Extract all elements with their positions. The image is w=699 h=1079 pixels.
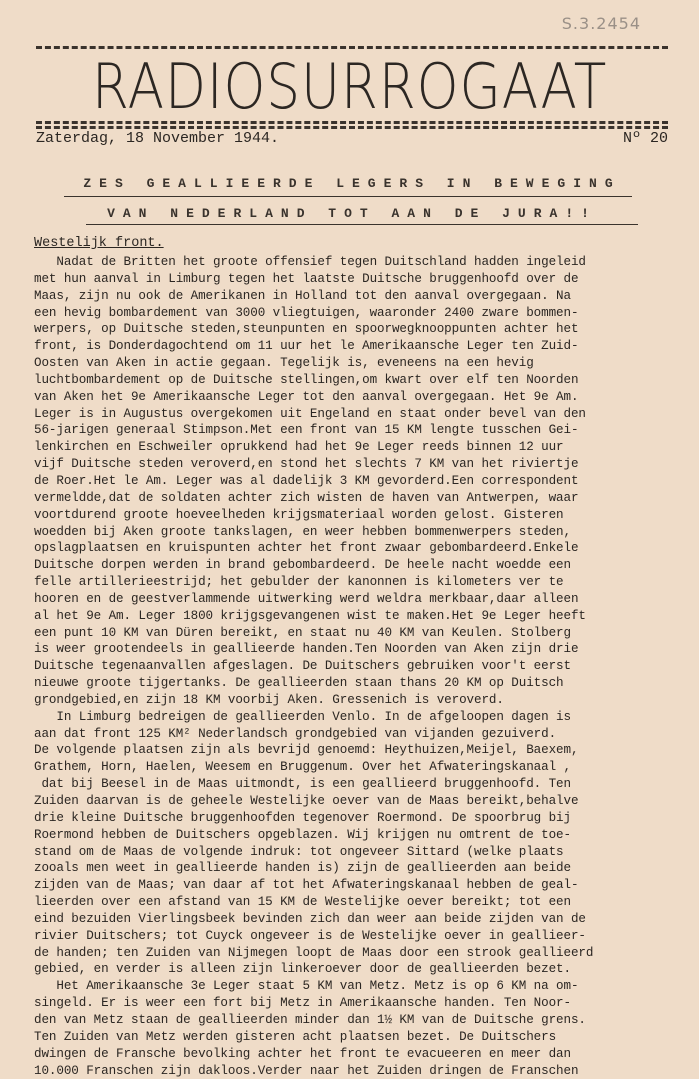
- article-line: een punt 10 KM van Düren bereikt, en staat nu 40 KM van Keulen. Stolberg: [34, 625, 668, 642]
- article-line: zijden van de Maas; van daar af tot het Afwateringskanaal hebben de geal-: [34, 877, 668, 894]
- issue-number: Nº 20: [623, 130, 668, 147]
- article-line: lieerden over een afstand van 15 KM de Westelijke oever bereikt; tot een: [34, 894, 668, 911]
- article-line: Oosten van Aken in actie gegaan. Tegelijk is, eveneens na een hevig: [34, 355, 668, 372]
- article-line: Duitsche dorpen werden in brand gebombardeerd. De heele nacht woedde een: [34, 557, 668, 574]
- article-line: hooren en de geestverlammende uitwerking werd weldra merkbaar,daar alleen: [34, 591, 668, 608]
- article-line: 10.000 Franschen zijn dakloos.Verder naar het Zuiden dringen de Franschen: [34, 1063, 668, 1079]
- article-line: gebied, en verder is alleen zijn linkeroever door de geallieerden bezet.: [34, 961, 668, 978]
- archive-stamp: S.3.2454: [562, 14, 641, 33]
- article-line: aan dat front 125 KM² Nederlandsch grondgebied van vijanden gezuiverd.: [34, 726, 668, 743]
- article-line: Het Amerikaansche 3e Leger staat 5 KM van Metz. Metz is op 6 KM na om-: [34, 978, 668, 995]
- article-line: De volgende plaatsen zijn als bevrijd genoemd: Heythuizen,Meijel, Baexem,: [34, 742, 668, 759]
- article-line: drie kleine Duitsche bruggenhoofden tegenover Roermond. De spoorbrug bij: [34, 810, 668, 827]
- headline-primary: ZES GEALLIEERDE LEGERS IN BEWEGING: [36, 176, 668, 191]
- headline-secondary: VAN NEDERLAND TOT AAN DE JURA!!: [36, 206, 668, 221]
- article-line: luchtbombardement op de Duitsche stellingen,om kwart over elf ten Noorden: [34, 372, 668, 389]
- article-line: singeld. Er is weer een fort bij Metz in Amerikaansche handen. Ten Noor-: [34, 995, 668, 1012]
- article-line: rivier Duitschers; tot Cuyck ongeveer is de Westelijke oever in geallieer-: [34, 928, 668, 945]
- article-line: de Roer.Het le Am. Leger was al dadelijk 3 KM gevorderd.Een correspondent: [34, 473, 668, 490]
- headline-underline: [64, 196, 632, 197]
- masthead-divider: [36, 121, 668, 124]
- article-line: felle artillerieestrijd; het gebulder der kanonnen is kilometers ver te: [34, 574, 668, 591]
- article-line: den van Metz staan de geallieerden minder dan 1½ KM van de Duitsche grens.: [34, 1012, 668, 1029]
- article-line: front, is Donderdagochtend om 11 uur het le Amerikaansche Leger ten Zuid-: [34, 338, 668, 355]
- headline-underline-2: [86, 224, 638, 225]
- article-line: grondgebied,en zijn 18 KM voorbij Aken. Gressenich is veroverd.: [34, 692, 668, 709]
- masthead-divider-2: [36, 126, 668, 129]
- article-line: nieuwe groote tijgertanks. De geallieerden staan thans 20 KM op Duitsch: [34, 675, 668, 692]
- article-line: met hun aanval in Limburg tegen het laatste Duitsche bruggenhoofd over de: [34, 271, 668, 288]
- article-line: dat bij Beesel in de Maas uitmondt, is een geallieerd bruggenhoofd. Ten: [34, 776, 668, 793]
- masthead-title: RADIOSURROGAAT: [49, 52, 650, 122]
- article-line: vijf Duitsche steden veroverd,en stond het slechts 7 KM van het riviertje: [34, 456, 668, 473]
- article-line: 56-jarigen generaal Stimpson.Met een front van 15 KM lengte tusschen Gei-: [34, 422, 668, 439]
- article-line: opslagplaatsen en kruispunten achter het front zwaar gebombardeerd.Enkele: [34, 540, 668, 557]
- article-line: In Limburg bedreigen de geallieerden Venlo. In de afgeloopen dagen is: [34, 709, 668, 726]
- article-line: een hevig bombardement van 3000 vliegtuigen, waaronder 2400 zware bommen-: [34, 305, 668, 322]
- article-line: Leger is in Augustus overgekomen uit Engeland en staat onder bevel van den: [34, 406, 668, 423]
- dateline: [36, 130, 668, 147]
- article-line: vermeldde,dat de soldaten achter zich wisten de haven van Antwerpen, waar: [34, 490, 668, 507]
- article-line: zooals men weet in geallieerde handen is) zijn de geallieerden aan beide: [34, 860, 668, 877]
- article-line: werpers, op Duitsche steden,steunpunten en spoorwegknooppunten achter het: [34, 321, 668, 338]
- article-line: Duitsche tegenaanvallen afgeslagen. De Duitschers gebruiken voor't eerst: [34, 658, 668, 675]
- top-divider: [36, 46, 668, 49]
- section-title: Westelijk front.: [34, 236, 164, 251]
- article-line: is weer grootendeels in geallieerde handen.Ten Noorden van Aken zijn drie: [34, 641, 668, 658]
- article-line: Ten Zuiden van Metz werden gisteren acht plaatsen bezet. De Duitschers: [34, 1029, 668, 1046]
- article-line: Zuiden daarvan is de geheele Westelijke oever van de Maas bereikt,behalve: [34, 793, 668, 810]
- article-line: dwingen de Fransche bevolking achter het front te evacueeren en meer dan: [34, 1046, 668, 1063]
- article-line: al het 9e Am. Leger 1800 krijgsgevangenen wist te maken.Het 9e Leger heeft: [34, 608, 668, 625]
- issue-date: Zaterdag, 18 November 1944.: [36, 130, 279, 147]
- article-line: Nadat de Britten het groote offensief tegen Duitschland hadden ingeleid: [34, 254, 668, 271]
- article-line: Grathem, Horn, Haelen, Weesem en Bruggenum. Over het Afwateringskanaal ,: [34, 759, 668, 776]
- article-line: stand om de Maas de volgende indruk: tot ongeveer Sittard (welke plaats: [34, 844, 668, 861]
- article-line: Maas, zijn nu ook de Amerikanen in Holland tot den aanval overgegaan. Na: [34, 288, 668, 305]
- article-line: eind bezuiden Vierlingsbeek bevinden zich dan weer aan beide zijden van de: [34, 911, 668, 928]
- article-line: de handen; ten Zuiden van Nijmegen loopt de Maas door een strook geallieerd: [34, 945, 668, 962]
- article-line: lenkirchen en Eschweiler oprukkend had het 9e Leger reeds binnen 12 uur: [34, 439, 668, 456]
- article-line: woedden bij Aken groote tankslagen, en weer hebben bommenwerpers steden,: [34, 524, 668, 541]
- article-line: Roermond hebben de Duitschers opgeblazen. Wij krijgen nu omtrent de toe-: [34, 827, 668, 844]
- article-line: van Aken het 9e Amerikaansche Leger tot den aanval overgegaan. Het 9e Am.: [34, 389, 668, 406]
- article-line: voortdurend groote hoeveelheden krijgsmateriaal worden gelost. Gisteren: [34, 507, 668, 524]
- article-body: [34, 254, 668, 1079]
